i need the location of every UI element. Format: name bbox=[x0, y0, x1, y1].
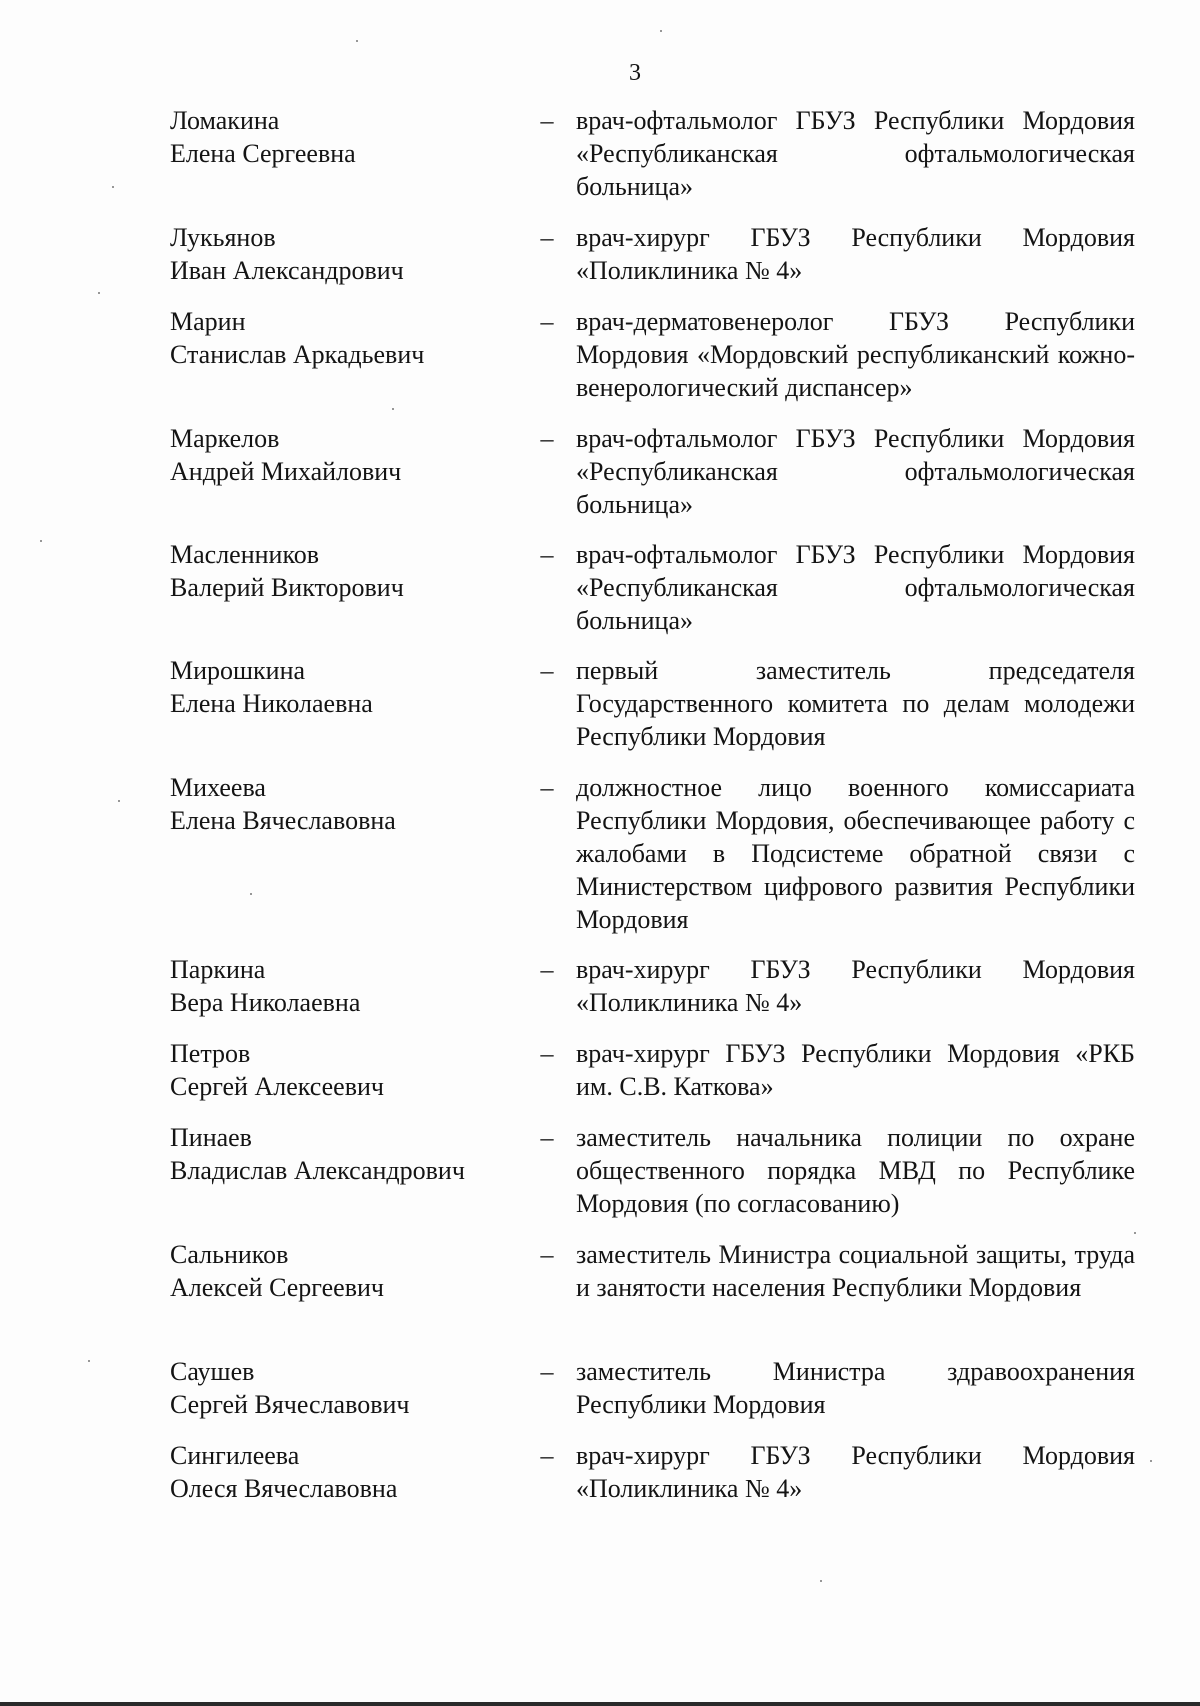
position-description: заместитель Министра здравоохранения Республики Мордовия bbox=[576, 1357, 1135, 1419]
person-name bbox=[170, 1037, 530, 1103]
dash-separator: – bbox=[540, 1123, 554, 1152]
given-names: Валерий Викторович bbox=[170, 573, 404, 602]
given-names: Сергей Алексеевич bbox=[170, 1072, 384, 1101]
person-name bbox=[170, 104, 530, 170]
surname: Мирошкина bbox=[170, 656, 306, 685]
position-description: заместитель начальника полиции по охране общественного порядка МВД по Республике Мордовия (по согласованию) bbox=[576, 1123, 1135, 1218]
surname: Сингилеева bbox=[170, 1441, 300, 1470]
given-names: Елена Сергеевна bbox=[170, 139, 356, 168]
surname: Петров bbox=[170, 1039, 251, 1068]
surname: Саушев bbox=[170, 1357, 255, 1386]
given-names: Елена Николаевна bbox=[170, 689, 373, 718]
surname: Ломакина bbox=[170, 106, 280, 135]
scan-speck bbox=[118, 800, 120, 802]
dash-separator: – bbox=[540, 1039, 554, 1068]
surname: Маркелов bbox=[170, 424, 280, 453]
person-name bbox=[170, 422, 530, 488]
person-name bbox=[170, 771, 530, 837]
person-name bbox=[170, 953, 530, 1019]
surname: Сальников bbox=[170, 1240, 289, 1269]
scan-speck bbox=[88, 1360, 90, 1362]
person-name bbox=[170, 305, 530, 371]
person-name bbox=[170, 1121, 530, 1187]
position-description: врач-хирург ГБУЗ Республики Мордовия «РКБ им. С.В. Каткова» bbox=[576, 1039, 1135, 1101]
surname: Пинаев bbox=[170, 1123, 252, 1152]
scan-speck bbox=[98, 292, 100, 294]
position-description: врач-офтальмолог ГБУЗ Республики Мордовия «Республиканская офтальмологическая больница» bbox=[576, 540, 1135, 635]
given-names: Владислав Александрович bbox=[170, 1156, 465, 1185]
scan-speck bbox=[356, 40, 358, 42]
position-description: должностное лицо военного комиссариата Республики Мордовия, обеспечивающее работу с жалобами в Подсистеме обратной связи с Министерством цифрового развития Республики Мордовия bbox=[576, 773, 1135, 934]
dash-separator: – bbox=[540, 106, 554, 135]
person-name bbox=[170, 1439, 530, 1505]
dash-separator: – bbox=[540, 540, 554, 569]
person-name bbox=[170, 221, 530, 287]
position-description: заместитель Министра социальной защиты, труда и занятости населения Республики Мордовия bbox=[576, 1240, 1135, 1302]
position-description: врач-дерматовенеролог ГБУЗ Республики Мордовия «Мордовский республиканский кожно-венерологический диспансер» bbox=[576, 307, 1135, 402]
scan-speck bbox=[392, 408, 394, 410]
dash-separator: – bbox=[540, 223, 554, 252]
scan-speck bbox=[40, 540, 42, 542]
given-names: Алексей Сергеевич bbox=[170, 1273, 384, 1302]
scan-speck bbox=[1134, 1232, 1136, 1234]
scan-speck bbox=[250, 893, 252, 895]
given-names: Станислав Аркадьевич bbox=[170, 340, 425, 369]
dash-separator: – bbox=[540, 773, 554, 802]
page-number: 3 bbox=[629, 60, 641, 86]
given-names: Сергей Вячеславович bbox=[170, 1390, 410, 1419]
position-description: первый заместитель председателя Государственного комитета по делам молодежи Республики Мордовия bbox=[576, 656, 1135, 751]
dash-separator: – bbox=[540, 307, 554, 336]
position-description: врач-офтальмолог ГБУЗ Республики Мордовия «Республиканская офтальмологическая больница» bbox=[576, 424, 1135, 519]
surname: Паркина bbox=[170, 955, 266, 984]
given-names: Елена Вячеславовна bbox=[170, 806, 396, 835]
given-names: Вера Николаевна bbox=[170, 988, 361, 1017]
scan-speck bbox=[112, 186, 114, 188]
dash-separator: – bbox=[540, 1441, 554, 1470]
scan-speck bbox=[820, 1580, 822, 1582]
given-names: Андрей Михайлович bbox=[170, 457, 402, 486]
dash-separator: – bbox=[540, 1240, 554, 1269]
position-description: врач-офтальмолог ГБУЗ Республики Мордовия «Республиканская офтальмологическая больница» bbox=[576, 106, 1135, 201]
dash-separator: – bbox=[540, 656, 554, 685]
surname: Масленников bbox=[170, 540, 320, 569]
dash-separator: – bbox=[540, 1357, 554, 1386]
scan-bottom-edge bbox=[0, 1702, 1200, 1706]
surname: Лукьянов bbox=[170, 223, 276, 252]
person-name bbox=[170, 1238, 530, 1304]
person-name bbox=[170, 538, 530, 604]
scan-speck bbox=[1150, 1460, 1152, 1462]
given-names: Олеся Вячеславовна bbox=[170, 1474, 398, 1503]
surname: Марин bbox=[170, 307, 246, 336]
position-description: врач-хирург ГБУЗ Республики Мордовия «Поликлиника № 4» bbox=[576, 223, 1135, 285]
position-description: врач-хирург ГБУЗ Республики Мордовия «Поликлиника № 4» bbox=[576, 955, 1135, 1017]
given-names: Иван Александрович bbox=[170, 256, 404, 285]
surname: Михеева bbox=[170, 773, 266, 802]
dash-separator: – bbox=[540, 955, 554, 984]
person-name bbox=[170, 1355, 530, 1421]
dash-separator: – bbox=[540, 424, 554, 453]
scan-speck bbox=[660, 30, 662, 32]
position-description: врач-хирург ГБУЗ Республики Мордовия «Поликлиника № 4» bbox=[576, 1441, 1135, 1503]
person-name bbox=[170, 654, 530, 720]
